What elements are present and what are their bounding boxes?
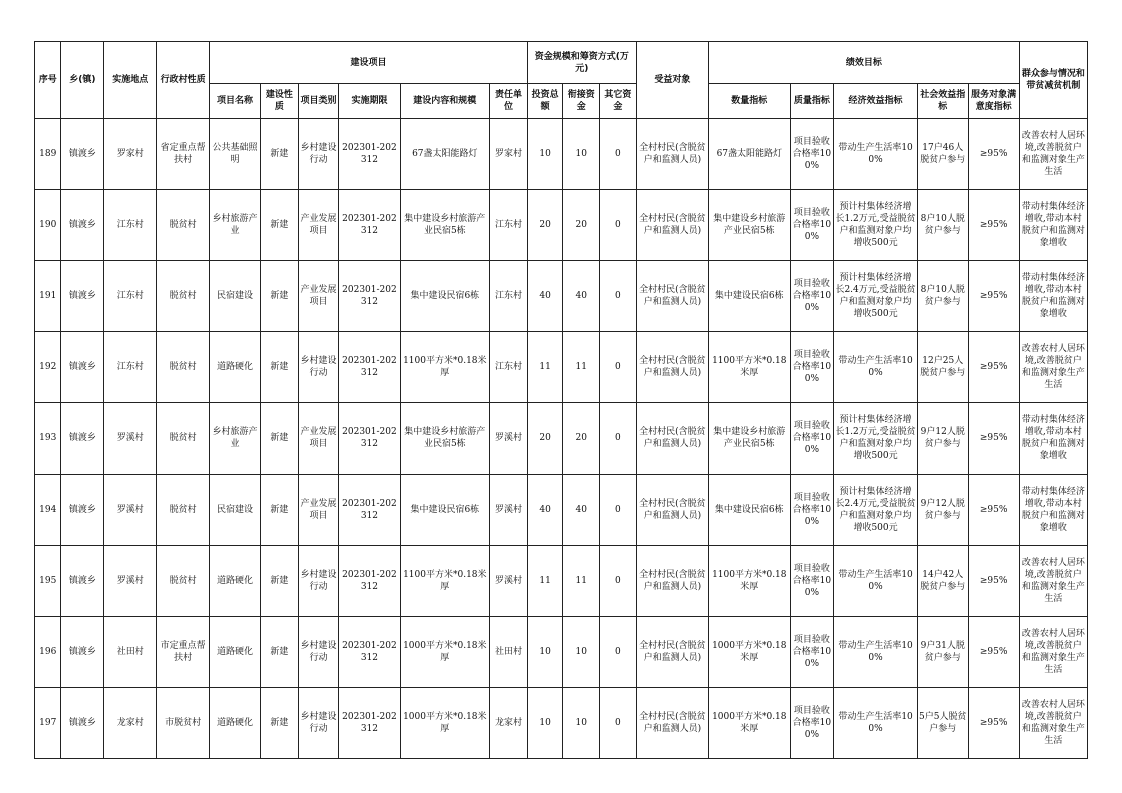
- cell-seq: 192: [35, 332, 61, 403]
- header-project-group: 建设项目: [210, 42, 528, 84]
- cell-other: 0: [600, 545, 637, 616]
- cell-linked: 20: [563, 403, 600, 474]
- cell-seq: 189: [35, 119, 61, 190]
- cell-satisfaction: ≥95%: [968, 119, 1019, 190]
- cell-seq: 196: [35, 616, 61, 687]
- cell-content: 67盏太阳能路灯: [400, 119, 490, 190]
- header-township: 乡(镇): [61, 42, 104, 119]
- cell-satisfaction: ≥95%: [968, 474, 1019, 545]
- cell-period: 202301-202312: [339, 332, 400, 403]
- cell-seq: 195: [35, 545, 61, 616]
- cell-village-type: 脱贫村: [157, 474, 210, 545]
- cell-total: 11: [527, 545, 563, 616]
- cell-category: 产业发展项目: [298, 261, 339, 332]
- cell-project-name: 道路硬化: [210, 545, 261, 616]
- cell-social: 14户42人脱贫户参与: [917, 545, 968, 616]
- header-project-name: 项目名称: [210, 84, 261, 119]
- cell-other: 0: [600, 687, 637, 758]
- cell-content: 1100平方米*0.18米厚: [400, 545, 490, 616]
- cell-other: 0: [600, 474, 637, 545]
- cell-satisfaction: ≥95%: [968, 616, 1019, 687]
- cell-social: 8户10人脱贫户参与: [917, 261, 968, 332]
- cell-linked: 40: [563, 261, 600, 332]
- cell-economic: 预计村集体经济增长2.4万元,受益脱贫户和监测对象户均增收500元: [834, 474, 918, 545]
- cell-category: 乡村建设行动: [298, 119, 339, 190]
- cell-other: 0: [600, 616, 637, 687]
- cell-category: 乡村建设行动: [298, 545, 339, 616]
- cell-quality: 项目验收合格率100%: [790, 190, 834, 261]
- cell-total: 40: [527, 474, 563, 545]
- cell-project-name: 乡村旅游产业: [210, 190, 261, 261]
- header-content-scale: 建设内容和规模: [400, 84, 490, 119]
- cell-content: 集中建设民宿6栋: [400, 474, 490, 545]
- cell-other: 0: [600, 261, 637, 332]
- cell-mechanism: 带动村集体经济增收,带动本村脱贫户和监测对象增收: [1019, 261, 1087, 332]
- header-construction-nature: 建设性质: [261, 84, 299, 119]
- cell-unit: 罗溪村: [490, 403, 528, 474]
- cell-beneficiary: 全村村民(含脱贫户和监测人员): [636, 474, 708, 545]
- project-table: [34, 41, 1088, 759]
- cell-satisfaction: ≥95%: [968, 261, 1019, 332]
- cell-beneficiary: 全村村民(含脱贫户和监测人员): [636, 119, 708, 190]
- cell-unit: 罗溪村: [490, 545, 528, 616]
- cell-location: 龙家村: [104, 687, 157, 758]
- cell-category: 产业发展项目: [298, 474, 339, 545]
- cell-quality: 项目验收合格率100%: [790, 474, 834, 545]
- cell-other: 0: [600, 332, 637, 403]
- cell-location: 罗溪村: [104, 474, 157, 545]
- cell-linked: 40: [563, 474, 600, 545]
- cell-content: 集中建设乡村旅游产业民宿5栋: [400, 190, 490, 261]
- cell-township: 镇渡乡: [61, 616, 104, 687]
- cell-quality: 项目验收合格率100%: [790, 261, 834, 332]
- cell-location: 罗溪村: [104, 403, 157, 474]
- cell-quantity: 1100平方米*0.18米厚: [709, 545, 790, 616]
- cell-linked: 10: [563, 687, 600, 758]
- cell-total: 10: [527, 687, 563, 758]
- cell-township: 镇渡乡: [61, 687, 104, 758]
- cell-satisfaction: ≥95%: [968, 687, 1019, 758]
- cell-unit: 罗溪村: [490, 474, 528, 545]
- cell-unit: 江东村: [490, 332, 528, 403]
- cell-quantity: 集中建设民宿6栋: [709, 261, 790, 332]
- cell-mechanism: 改善农村人居环境,改善脱贫户和监测对象生产生活: [1019, 616, 1087, 687]
- cell-linked: 11: [563, 332, 600, 403]
- cell-village-type: 脱贫村: [157, 261, 210, 332]
- cell-linked: 10: [563, 119, 600, 190]
- table-row: [35, 119, 1088, 190]
- cell-location: 江东村: [104, 190, 157, 261]
- cell-village-type: 市脱贫村: [157, 687, 210, 758]
- cell-economic: 带动生产生活率100%: [834, 545, 918, 616]
- header-quality-indicator: 质量指标: [790, 84, 834, 119]
- cell-period: 202301-202312: [339, 261, 400, 332]
- table-row: [35, 403, 1088, 474]
- cell-seq: 190: [35, 190, 61, 261]
- cell-quality: 项目验收合格率100%: [790, 403, 834, 474]
- cell-unit: 江东村: [490, 190, 528, 261]
- cell-quantity: 集中建设乡村旅游产业民宿5栋: [709, 190, 790, 261]
- table-row: [35, 332, 1088, 403]
- cell-project-name: 道路硬化: [210, 616, 261, 687]
- cell-social: 8户10人脱贫户参与: [917, 190, 968, 261]
- cell-quality: 项目验收合格率100%: [790, 545, 834, 616]
- cell-seq: 191: [35, 261, 61, 332]
- cell-economic: 带动生产生活率100%: [834, 616, 918, 687]
- cell-project-name: 公共基础照明: [210, 119, 261, 190]
- cell-social: 9户31人脱贫户参与: [917, 616, 968, 687]
- cell-satisfaction: ≥95%: [968, 190, 1019, 261]
- cell-content: 集中建设民宿6栋: [400, 261, 490, 332]
- table-row: [35, 261, 1088, 332]
- cell-beneficiary: 全村村民(含脱贫户和监测人员): [636, 616, 708, 687]
- header-beneficiaries: 受益对象: [636, 42, 708, 119]
- cell-nature: 新建: [261, 474, 299, 545]
- cell-economic: 预计村集体经济增长2.4万元,受益脱贫户和监测对象户均增收500元: [834, 261, 918, 332]
- header-total-investment: 投资总额: [527, 84, 563, 119]
- cell-economic: 带动生产生活率100%: [834, 687, 918, 758]
- cell-social: 17户46人脱贫户参与: [917, 119, 968, 190]
- header-performance-group: 绩效目标: [709, 42, 1020, 84]
- cell-project-name: 民宿建设: [210, 261, 261, 332]
- cell-period: 202301-202312: [339, 545, 400, 616]
- cell-township: 镇渡乡: [61, 545, 104, 616]
- cell-village-type: 脱贫村: [157, 332, 210, 403]
- cell-township: 镇渡乡: [61, 119, 104, 190]
- cell-unit: 罗家村: [490, 119, 528, 190]
- cell-seq: 197: [35, 687, 61, 758]
- cell-total: 11: [527, 332, 563, 403]
- cell-mechanism: 改善农村人居环境,改善脱贫户和监测对象生产生活: [1019, 119, 1087, 190]
- cell-total: 40: [527, 261, 563, 332]
- cell-category: 乡村建设行动: [298, 616, 339, 687]
- cell-category: 乡村建设行动: [298, 332, 339, 403]
- cell-linked: 10: [563, 616, 600, 687]
- cell-unit: 龙家村: [490, 687, 528, 758]
- cell-quantity: 67盏太阳能路灯: [709, 119, 790, 190]
- cell-nature: 新建: [261, 332, 299, 403]
- cell-category: 产业发展项目: [298, 190, 339, 261]
- cell-period: 202301-202312: [339, 616, 400, 687]
- cell-mechanism: 带动村集体经济增收,带动本村脱贫户和监测对象增收: [1019, 403, 1087, 474]
- cell-economic: 预计村集体经济增长1.2万元,受益脱贫户和监测对象户均增收500元: [834, 403, 918, 474]
- cell-beneficiary: 全村村民(含脱贫户和监测人员): [636, 190, 708, 261]
- cell-mechanism: 改善农村人居环境,改善脱贫户和监测对象生产生活: [1019, 687, 1087, 758]
- header-location: 实施地点: [104, 42, 157, 119]
- cell-village-type: 脱贫村: [157, 190, 210, 261]
- cell-beneficiary: 全村村民(含脱贫户和监测人员): [636, 687, 708, 758]
- cell-period: 202301-202312: [339, 403, 400, 474]
- header-economic-indicator: 经济效益指标: [834, 84, 918, 119]
- cell-category: 产业发展项目: [298, 403, 339, 474]
- cell-period: 202301-202312: [339, 687, 400, 758]
- header-satisfaction-indicator: 服务对象满意度指标: [968, 84, 1019, 119]
- cell-quality: 项目验收合格率100%: [790, 687, 834, 758]
- cell-quality: 项目验收合格率100%: [790, 119, 834, 190]
- cell-period: 202301-202312: [339, 190, 400, 261]
- cell-total: 10: [527, 616, 563, 687]
- cell-mechanism: 改善农村人居环境,改善脱贫户和监测对象生产生活: [1019, 545, 1087, 616]
- cell-quality: 项目验收合格率100%: [790, 616, 834, 687]
- cell-total: 20: [527, 403, 563, 474]
- cell-nature: 新建: [261, 190, 299, 261]
- cell-location: 江东村: [104, 261, 157, 332]
- cell-content: 集中建设乡村旅游产业民宿5栋: [400, 403, 490, 474]
- cell-other: 0: [600, 119, 637, 190]
- cell-mechanism: 改善农村人居环境,改善脱贫户和监测对象生产生活: [1019, 332, 1087, 403]
- cell-project-name: 道路硬化: [210, 332, 261, 403]
- cell-economic: 带动生产生活率100%: [834, 332, 918, 403]
- header-mechanism: 群众参与情况和带贫减贫机制: [1019, 42, 1087, 119]
- cell-beneficiary: 全村村民(含脱贫户和监测人员): [636, 545, 708, 616]
- table-row: [35, 545, 1088, 616]
- cell-other: 0: [600, 403, 637, 474]
- cell-period: 202301-202312: [339, 474, 400, 545]
- cell-economic: 预计村集体经济增长1.2万元,受益脱贫户和监测对象户均增收500元: [834, 190, 918, 261]
- cell-location: 罗家村: [104, 119, 157, 190]
- cell-quantity: 1000平方米*0.18米厚: [709, 616, 790, 687]
- cell-village-type: 脱贫村: [157, 403, 210, 474]
- cell-social: 12户25人脱贫户参与: [917, 332, 968, 403]
- cell-village-type: 脱贫村: [157, 545, 210, 616]
- cell-quantity: 1100平方米*0.18米厚: [709, 332, 790, 403]
- cell-total: 10: [527, 119, 563, 190]
- cell-period: 202301-202312: [339, 119, 400, 190]
- cell-satisfaction: ≥95%: [968, 545, 1019, 616]
- cell-economic: 带动生产生活率100%: [834, 119, 918, 190]
- cell-total: 20: [527, 190, 563, 261]
- cell-beneficiary: 全村村民(含脱贫户和监测人员): [636, 261, 708, 332]
- cell-township: 镇渡乡: [61, 261, 104, 332]
- cell-township: 镇渡乡: [61, 332, 104, 403]
- cell-nature: 新建: [261, 687, 299, 758]
- cell-social: 5户5人脱贫户参与: [917, 687, 968, 758]
- cell-project-name: 道路硬化: [210, 687, 261, 758]
- cell-other: 0: [600, 190, 637, 261]
- cell-nature: 新建: [261, 261, 299, 332]
- cell-social: 9户12人脱贫户参与: [917, 403, 968, 474]
- header-period: 实施期限: [339, 84, 400, 119]
- cell-quantity: 集中建设民宿6栋: [709, 474, 790, 545]
- header-responsible-unit: 责任单位: [490, 84, 528, 119]
- cell-location: 罗溪村: [104, 545, 157, 616]
- cell-content: 1000平方米*0.18米厚: [400, 616, 490, 687]
- cell-location: 江东村: [104, 332, 157, 403]
- cell-village-type: 省定重点帮扶村: [157, 119, 210, 190]
- cell-beneficiary: 全村村民(含脱贫户和监测人员): [636, 403, 708, 474]
- cell-quantity: 1000平方米*0.18米厚: [709, 687, 790, 758]
- cell-nature: 新建: [261, 403, 299, 474]
- cell-seq: 194: [35, 474, 61, 545]
- cell-unit: 社田村: [490, 616, 528, 687]
- table-row: [35, 190, 1088, 261]
- cell-nature: 新建: [261, 545, 299, 616]
- cell-satisfaction: ≥95%: [968, 403, 1019, 474]
- header-social-indicator: 社会效益指标: [917, 84, 968, 119]
- header-quantity-indicator: 数量指标: [709, 84, 790, 119]
- cell-township: 镇渡乡: [61, 403, 104, 474]
- cell-linked: 11: [563, 545, 600, 616]
- cell-content: 1000平方米*0.18米厚: [400, 687, 490, 758]
- cell-content: 1100平方米*0.18米厚: [400, 332, 490, 403]
- cell-category: 乡村建设行动: [298, 687, 339, 758]
- header-other-funds: 其它资金: [600, 84, 637, 119]
- cell-township: 镇渡乡: [61, 190, 104, 261]
- cell-mechanism: 带动村集体经济增收,带动本村脱贫户和监测对象增收: [1019, 474, 1087, 545]
- cell-quality: 项目验收合格率100%: [790, 332, 834, 403]
- table-row: [35, 616, 1088, 687]
- cell-village-type: 市定重点帮扶村: [157, 616, 210, 687]
- cell-project-name: 民宿建设: [210, 474, 261, 545]
- header-linked-funds: 衔接资金: [563, 84, 600, 119]
- cell-project-name: 乡村旅游产业: [210, 403, 261, 474]
- header-funding-group: 资金规模和筹资方式(万元): [527, 42, 636, 84]
- cell-nature: 新建: [261, 616, 299, 687]
- table-row: [35, 474, 1088, 545]
- cell-location: 社田村: [104, 616, 157, 687]
- table-row: [35, 687, 1088, 758]
- cell-beneficiary: 全村村民(含脱贫户和监测人员): [636, 332, 708, 403]
- cell-township: 镇渡乡: [61, 474, 104, 545]
- cell-unit: 江东村: [490, 261, 528, 332]
- cell-linked: 20: [563, 190, 600, 261]
- header-project-category: 项目类别: [298, 84, 339, 119]
- cell-quantity: 集中建设乡村旅游产业民宿5栋: [709, 403, 790, 474]
- cell-mechanism: 带动村集体经济增收,带动本村脱贫户和监测对象增收: [1019, 190, 1087, 261]
- header-village-type: 行政村性质: [157, 42, 210, 119]
- cell-seq: 193: [35, 403, 61, 474]
- cell-social: 9户12人脱贫户参与: [917, 474, 968, 545]
- header-seq: 序号: [35, 42, 61, 119]
- cell-nature: 新建: [261, 119, 299, 190]
- cell-satisfaction: ≥95%: [968, 332, 1019, 403]
